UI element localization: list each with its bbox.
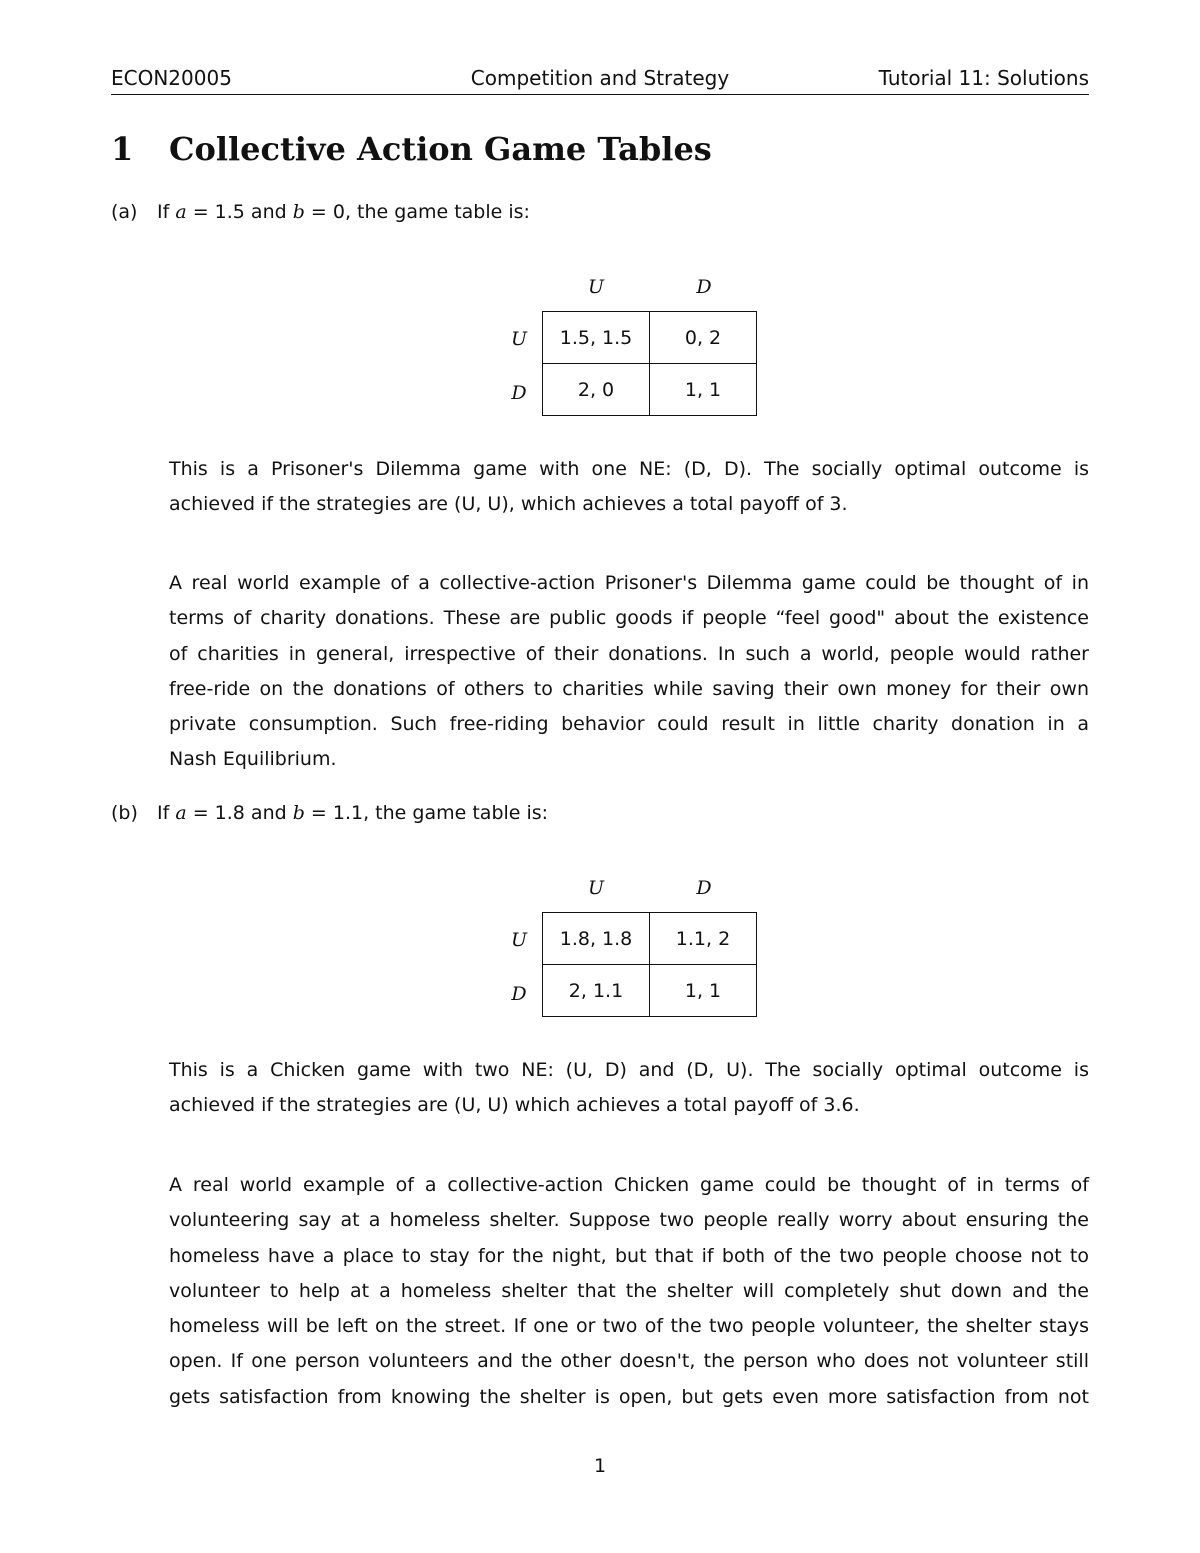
text-line: of charities in general, irrespective of their donations. In such a world, people would rather (169, 642, 1089, 665)
text-line: volunteering say at a homeless shelter. Suppose two people really worry about ensuring the (169, 1209, 1089, 1232)
payoff-cell-ud: 1.1, 2 (649, 912, 757, 965)
part-b-intro-text: If (157, 802, 176, 824)
payoff-cell-uu: 1.5, 1.5 (542, 311, 650, 364)
text-line: achieved if the strategies are (U, U), which achieves a total payoff of 3. (169, 493, 848, 516)
col-header-d: D (696, 276, 712, 298)
part-a-paragraph-1 (169, 452, 1089, 523)
part-a-eq-a: = 1.5 and (186, 201, 293, 223)
section-number: 1 (111, 130, 134, 168)
text-line: homeless have a place to stay for the night, but that if both of the two people choose not to (169, 1244, 1089, 1267)
payoff-cell-du: 2, 0 (542, 363, 650, 416)
text-line: terms of charity donations. These are public goods if people “feel good" about the existence (169, 607, 1089, 630)
row-header-d: D (511, 382, 527, 404)
payoff-cell-dd: 1, 1 (649, 363, 757, 416)
var-b: b (292, 201, 305, 223)
section-heading (111, 130, 712, 168)
part-a-paragraph-2 (169, 566, 1089, 778)
part-b-label: (b) (111, 802, 138, 824)
text-line: Nash Equilibrium. (169, 748, 337, 771)
part-b-paragraph-2 (169, 1168, 1089, 1415)
payoff-cell-du: 2, 1.1 (542, 964, 650, 1017)
part-b-eq-b: = 1.1, the game table is: (304, 802, 549, 824)
var-b: b (292, 802, 305, 824)
game-table-a (490, 276, 790, 426)
part-a-intro-text: If (157, 201, 176, 223)
payoff-cell-uu: 1.8, 1.8 (542, 912, 650, 965)
text-line: A real world example of a collective-action Chicken game could be thought of in terms of (169, 1174, 1089, 1196)
text-line: This is a Prisoner's Dilemma game with one NE: (D, D). The socially optimal outcome is (169, 458, 1089, 480)
text-line: homeless will be left on the street. If one or two of the two people volunteer, the shelter stays (169, 1315, 1089, 1338)
page-number: 1 (593, 1455, 607, 1477)
row-header-d: D (511, 983, 527, 1005)
payoff-cell-ud: 0, 2 (649, 311, 757, 364)
part-a-eq-b: = 0, the game table is: (304, 201, 530, 223)
part-a-intro (111, 201, 530, 223)
text-line: private consumption. Such free-riding behavior could result in little charity donation in a (169, 713, 1089, 736)
text-line: gets satisfaction from knowing the shelter is open, but gets even more satisfaction from not (169, 1385, 1089, 1408)
var-a: a (175, 802, 187, 824)
running-header (111, 66, 1089, 95)
var-a: a (175, 201, 187, 223)
text-line: volunteer to help at a homeless shelter that the shelter will completely shut down and the (169, 1279, 1089, 1302)
col-header-u: U (587, 877, 604, 899)
col-header-u: U (587, 276, 604, 298)
text-line: open. If one person volunteers and the other doesn't, the person who does not volunteer still (169, 1350, 1089, 1373)
header-course-title: Competition and Strategy (470, 66, 730, 90)
text-line: This is a Chicken game with two NE: (U, D) and (D, U). The socially optimal outcome is (169, 1059, 1089, 1081)
row-header-u: U (510, 929, 527, 951)
header-course-code: ECON20005 (111, 66, 232, 90)
payoff-cell-dd: 1, 1 (649, 964, 757, 1017)
text-line: A real world example of a collective-action Prisoner's Dilemma game could be thought of in (169, 572, 1089, 594)
part-b-intro (111, 802, 548, 824)
col-header-d: D (696, 877, 712, 899)
section-title: Collective Action Game Tables (169, 130, 712, 168)
header-tutorial-label: Tutorial 11: Solutions (878, 66, 1089, 90)
text-line: free-ride on the donations of others to charities while saving their own money for their own (169, 677, 1089, 700)
part-a-label: (a) (111, 201, 138, 223)
game-table-b (490, 877, 790, 1027)
text-line: achieved if the strategies are (U, U) which achieves a total payoff of 3.6. (169, 1094, 860, 1117)
part-b-eq-a: = 1.8 and (186, 802, 293, 824)
row-header-u: U (510, 328, 527, 350)
part-b-paragraph-1 (169, 1053, 1089, 1124)
